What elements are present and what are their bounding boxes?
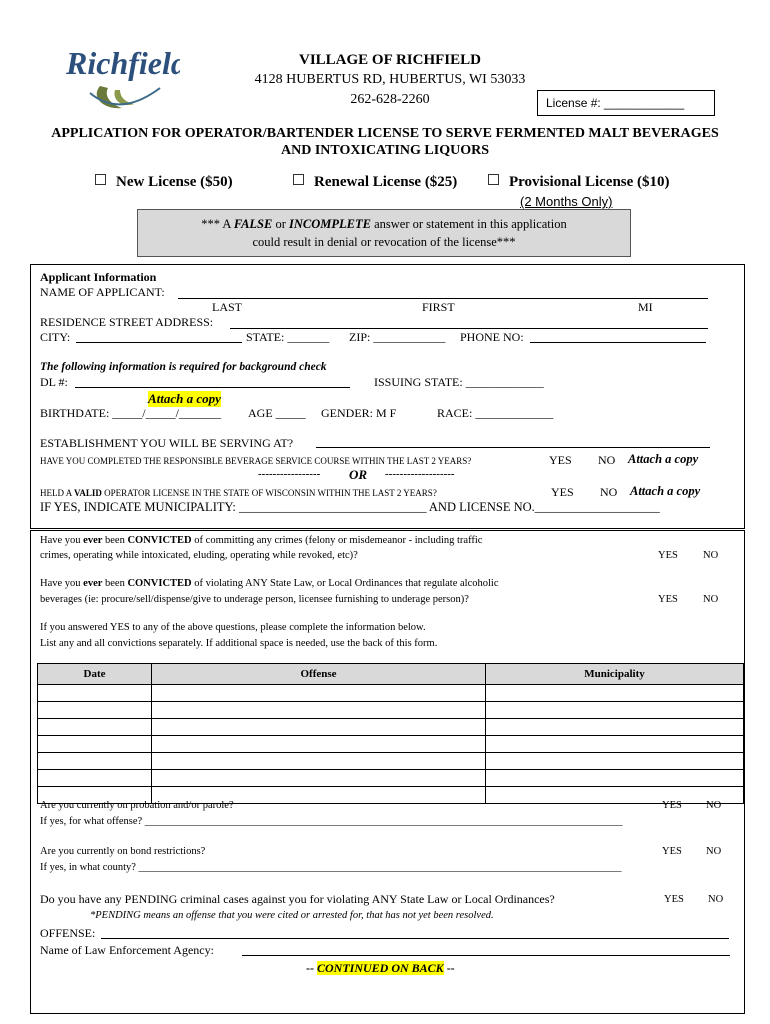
city-label: CITY: bbox=[40, 330, 71, 344]
probation-offense[interactable]: If yes, for what offense? ___________________________________________________________________________________________ bbox=[40, 816, 623, 827]
q1-yes[interactable]: YES bbox=[658, 550, 678, 561]
table-row[interactable] bbox=[38, 736, 744, 753]
pending-no[interactable]: NO bbox=[708, 894, 724, 905]
issuing-state[interactable]: ISSUING STATE: _____________ bbox=[374, 375, 544, 389]
dl-label: DL #: bbox=[40, 375, 68, 389]
table-header-row bbox=[38, 664, 744, 685]
logo-text: Richfield bbox=[66, 45, 180, 81]
conviction-q1-line2: crimes, operating while intoxicated, eluding, operating while revoked, etc)? bbox=[40, 550, 358, 561]
offense-field[interactable] bbox=[101, 938, 729, 939]
attach-copy-dl: Attach a copy bbox=[148, 391, 221, 406]
village-phone: 262-628-2260 bbox=[350, 92, 430, 107]
new-license-label: New License ($50) bbox=[116, 174, 233, 190]
instructions-1: If you answered YES to any of the above questions, please complete the information below. bbox=[40, 622, 426, 633]
municipality-line[interactable]: IF YES, INDICATE MUNICIPALITY: ______________________________ AND LICENSE NO.____________________ bbox=[40, 500, 660, 514]
course-yes[interactable]: YES bbox=[549, 453, 572, 467]
city-field[interactable] bbox=[76, 342, 242, 343]
name-field[interactable] bbox=[178, 298, 708, 299]
state-label[interactable]: STATE: _______ bbox=[246, 330, 330, 344]
background-note: The following information is required for background check bbox=[40, 361, 327, 373]
agency-field[interactable] bbox=[242, 955, 730, 956]
establishment-label: ESTABLISHMENT YOU WILL BE SERVING AT? bbox=[40, 436, 294, 450]
renewal-license-checkbox[interactable] bbox=[293, 174, 304, 185]
form-title bbox=[20, 125, 750, 159]
table-row[interactable] bbox=[38, 702, 744, 719]
phone-field[interactable] bbox=[530, 342, 706, 343]
probation-yes[interactable]: YES bbox=[662, 800, 682, 811]
form-title-line1: APPLICATION FOR OPERATOR/BARTENDER LICENSE TO SERVE FERMENTED MALT BEVERAGES bbox=[51, 126, 719, 141]
table-row[interactable] bbox=[38, 685, 744, 702]
col-offense: Offense bbox=[152, 664, 486, 685]
warning-line1: *** A FALSE or INCOMPLETE answer or statement in this application bbox=[201, 217, 567, 231]
bond-yes[interactable]: YES bbox=[662, 846, 682, 857]
q1-no[interactable]: NO bbox=[703, 550, 719, 561]
conviction-q2-line2: beverages (ie: procure/sell/dispense/give to underage person, licensee furnishing to underage person)? bbox=[40, 594, 469, 605]
renewal-license-label: Renewal License ($25) bbox=[314, 174, 458, 190]
pending-yes[interactable]: YES bbox=[664, 894, 684, 905]
continued-on-back: -- CONTINUED ON BACK -- bbox=[306, 961, 455, 975]
attach-copy-course: Attach a copy bbox=[628, 452, 699, 466]
first-label: FIRST bbox=[422, 300, 455, 314]
course-question: HAVE YOU COMPLETED THE RESPONSIBLE BEVERAGE SERVICE COURSE WITHIN THE LAST 2 YEARS? bbox=[40, 456, 472, 466]
provisional-license-label: Provisional License ($10) bbox=[509, 174, 670, 190]
bond-question: Are you currently on bond restrictions? bbox=[40, 846, 206, 857]
or-label: OR bbox=[349, 467, 368, 482]
col-date: Date bbox=[38, 664, 152, 685]
q2-no[interactable]: NO bbox=[703, 594, 719, 605]
name-label: NAME OF APPLICANT: bbox=[40, 285, 165, 299]
dl-field[interactable] bbox=[75, 387, 350, 388]
conviction-q2: Have you ever been CONVICTED of violating ANY State Law, or Local Ordinances that regulate alcoholic bbox=[40, 578, 499, 589]
offense-label: OFFENSE: bbox=[40, 926, 96, 940]
or-dashes-left: ----------------- bbox=[258, 468, 321, 480]
last-label: LAST bbox=[212, 300, 242, 314]
warning-line2: could result in denial or revocation of the license*** bbox=[252, 235, 516, 249]
bond-county[interactable]: If yes, in what county? ____________________________________________________________________________________________ bbox=[40, 862, 622, 873]
new-license-checkbox[interactable] bbox=[95, 174, 106, 185]
attach-copy-held: Attach a copy bbox=[630, 484, 701, 498]
form-title-line2: AND INTOXICATING LIQUORS bbox=[281, 143, 489, 158]
convictions-table bbox=[37, 663, 744, 804]
held-yes[interactable]: YES bbox=[551, 485, 574, 499]
instructions-2: List any and all convictions separately. If additional space is needed, use the back of this form. bbox=[40, 638, 438, 649]
license-number-box[interactable]: License #: ____________ bbox=[537, 90, 715, 116]
held-no[interactable]: NO bbox=[600, 485, 618, 499]
col-municipality: Municipality bbox=[486, 664, 744, 685]
gender[interactable]: GENDER: M F bbox=[321, 406, 397, 420]
richfield-logo bbox=[60, 38, 180, 114]
probation-no[interactable]: NO bbox=[706, 800, 722, 811]
applicant-heading: Applicant Information bbox=[40, 270, 157, 284]
provisional-license-checkbox[interactable] bbox=[488, 174, 499, 185]
new-license-option[interactable] bbox=[95, 174, 233, 191]
mi-label: MI bbox=[638, 300, 653, 314]
table-row[interactable] bbox=[38, 770, 744, 787]
q2-yes[interactable]: YES bbox=[658, 594, 678, 605]
pending-note: *PENDING means an offense that you were cited or arrested for, that has not yet been resolved. bbox=[90, 910, 494, 921]
establishment-field[interactable] bbox=[316, 447, 710, 448]
provisional-note: (2 Months Only) bbox=[520, 194, 613, 209]
zip-label[interactable]: ZIP: ____________ bbox=[349, 330, 446, 344]
street-label: RESIDENCE STREET ADDRESS: bbox=[40, 315, 214, 329]
birthdate[interactable]: BIRTHDATE: _____/_____/_______ bbox=[40, 406, 221, 420]
renewal-license-option[interactable] bbox=[293, 174, 457, 191]
table-row[interactable] bbox=[38, 719, 744, 736]
conviction-q1: Have you ever been CONVICTED of committing any crimes (felony or misdemeanor - including traffic bbox=[40, 535, 483, 546]
warning-box bbox=[137, 209, 631, 257]
course-no[interactable]: NO bbox=[598, 453, 616, 467]
race[interactable]: RACE: _____________ bbox=[437, 406, 554, 420]
or-dashes-right: ------------------- bbox=[385, 468, 455, 480]
village-address: 4128 HUBERTUS RD, HUBERTUS, WI 53033 bbox=[254, 72, 526, 87]
probation-question: Are you currently on probation and/or parole? bbox=[40, 800, 234, 811]
village-title: VILLAGE OF RICHFIELD bbox=[299, 52, 481, 68]
held-license-question: HELD A VALID OPERATOR LICENSE IN THE STATE OF WISCONSIN WITHIN THE LAST 2 YEARS? bbox=[40, 488, 437, 498]
pending-question: Do you have any PENDING criminal cases against you for violating ANY State Law or Local Ordinances? bbox=[40, 892, 555, 906]
bond-no[interactable]: NO bbox=[706, 846, 722, 857]
agency-label: Name of Law Enforcement Agency: bbox=[40, 943, 214, 957]
phone-label: PHONE NO: bbox=[460, 330, 524, 344]
provisional-license-option[interactable] bbox=[488, 174, 670, 191]
street-field[interactable] bbox=[230, 328, 708, 329]
table-row[interactable] bbox=[38, 753, 744, 770]
age[interactable]: AGE _____ bbox=[248, 406, 306, 420]
